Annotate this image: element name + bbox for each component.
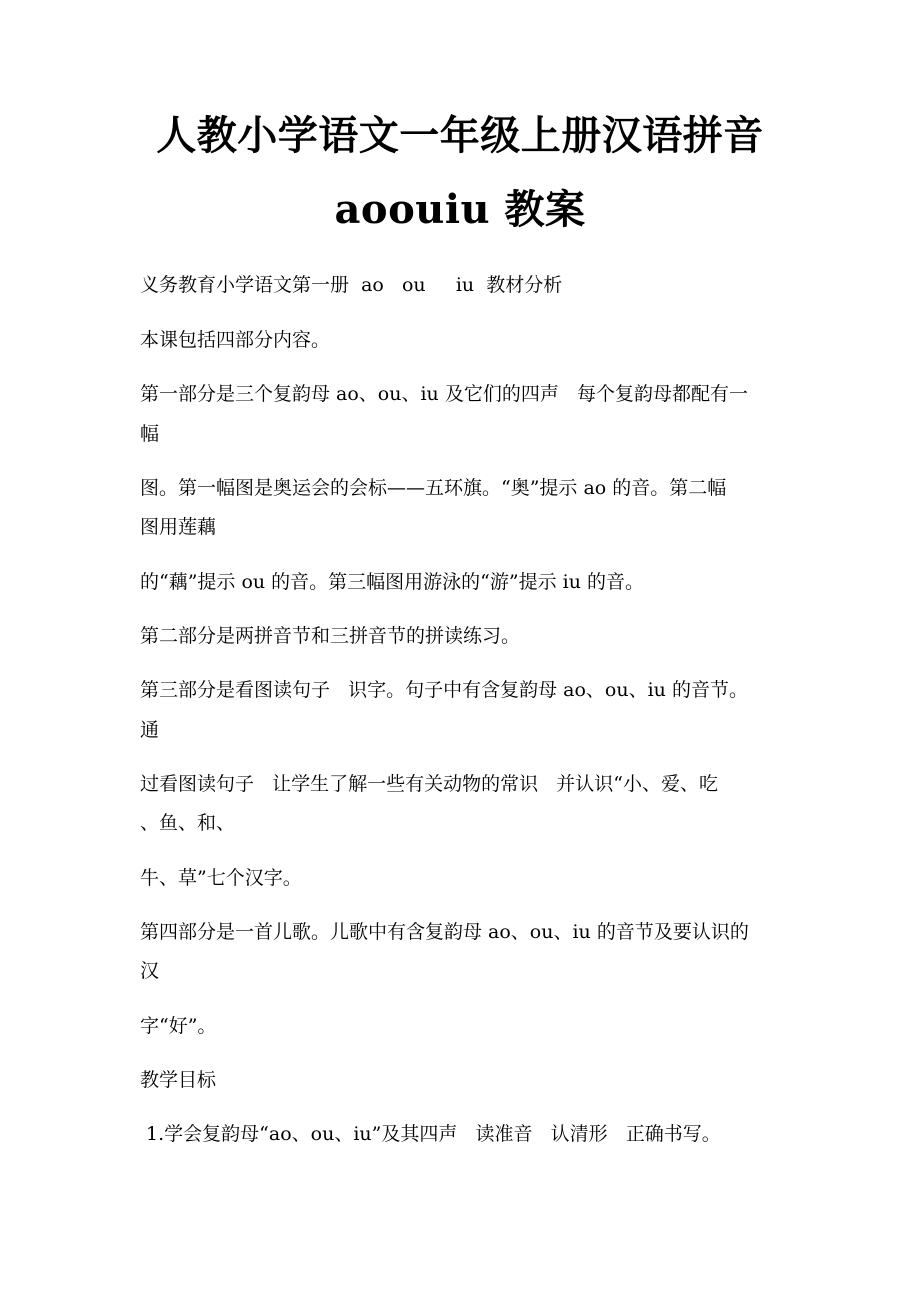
paragraph-part-one-line-5: 的“藕”提示 ou 的音。第三幅图用游泳的“游”提示 iu 的音。 (140, 571, 645, 593)
section-heading-teaching-goals: 教学目标 (140, 1069, 217, 1091)
paragraph-part-two: 第二部分是两拼音节和三拼音节的拼读练习。 (140, 625, 521, 647)
paragraph-part-one-line-4: 图用莲藕 (140, 516, 217, 538)
paragraph-part-one-line-1: 第一部分是三个复韵母 ao、ou、iu 及它们的四声 每个复韵母都配有一 (140, 383, 748, 405)
paragraph-part-one-line-2: 幅 (140, 423, 160, 445)
paragraph-part-four-line-2: 汉 (140, 960, 160, 982)
document-title-line-1: 人教小学语文一年级上册汉语拼音 (156, 112, 764, 159)
paragraph-part-four-line-1: 第四部分是一首儿歌。儿歌中有含复韵母 ao、ou、iu 的音节及要认识的 (140, 921, 749, 943)
paragraph-part-three-line-4: 、鱼、和、 (140, 812, 236, 834)
teaching-goal-item-1: 1.学会复韵母“ao、ou、iu”及其四声 读准音 认清形 正确书写。 (140, 1123, 721, 1145)
document-title-line-2: aoouiu 教案 (334, 186, 586, 233)
paragraph-part-four-line-3: 字“好”。 (140, 1015, 217, 1037)
paragraph-four-parts: 本课包括四部分内容。 (140, 329, 331, 351)
paragraph-part-three-line-5: 牛、草”七个汉字。 (140, 867, 302, 889)
paragraph-part-three-line-2: 通 (140, 719, 160, 741)
paragraph-part-three-line-3: 过看图读句子 让学生了解一些有关动物的常识 并认识“小、爱、吃 (140, 773, 718, 795)
paragraph-part-three-line-1: 第三部分是看图读句子 识字。句子中有含复韵母 ao、ou、iu 的音节。 (140, 679, 748, 701)
paragraph-textbook-analysis: 义务教育小学语文第一册 ao ou iu 教材分析 (140, 274, 563, 296)
paragraph-part-one-line-3: 图。第一幅图是奥运会的会标——五环旗。“奥”提示 ao 的音。第二幅 (140, 477, 727, 499)
